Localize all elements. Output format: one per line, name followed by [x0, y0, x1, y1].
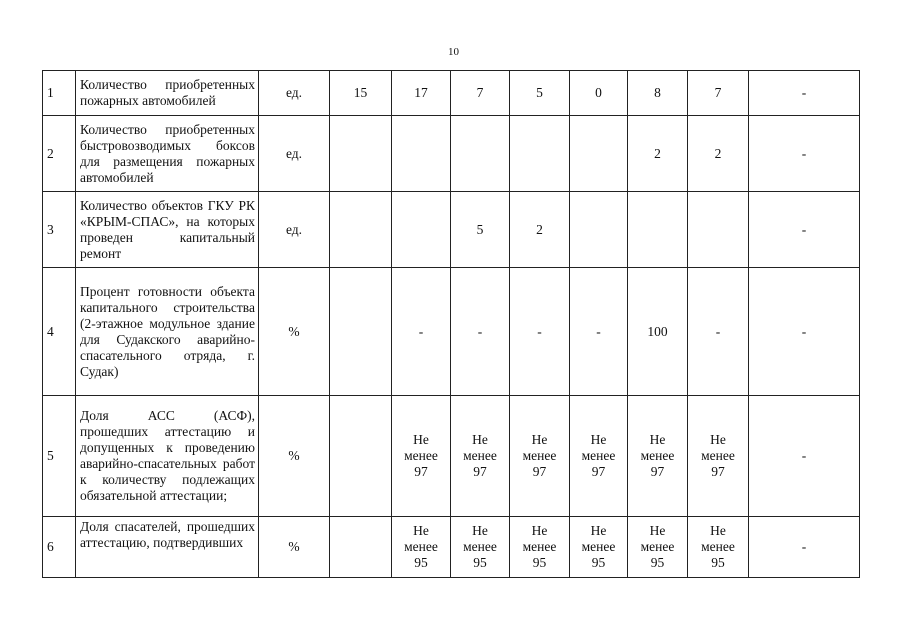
unit-cell: ед.	[259, 192, 330, 268]
row-number: 5	[43, 396, 76, 517]
value-cell: Не менее 97	[392, 396, 451, 517]
value-cell: -	[570, 268, 628, 396]
value-cell	[330, 517, 392, 578]
value-cell	[330, 116, 392, 192]
value-cell	[392, 116, 451, 192]
table-row	[43, 116, 860, 192]
value-cell: 5	[510, 71, 570, 116]
value-cell: 7	[451, 71, 510, 116]
value-cell: -	[749, 192, 860, 268]
table-row	[43, 396, 860, 517]
value-cell: -	[688, 268, 749, 396]
unit-cell: %	[259, 396, 330, 517]
unit-cell: %	[259, 517, 330, 578]
table-row	[43, 517, 860, 578]
value-cell: -	[392, 268, 451, 396]
value-cell: Не менее 95	[688, 517, 749, 578]
table-row	[43, 268, 860, 396]
indicator-name: Процент готовности объекта капитального строительства (2-этажное модульное здание для Судакского аварийно-спасательного отряда, г. Судак)	[76, 268, 259, 396]
row-number: 3	[43, 192, 76, 268]
value-cell: 7	[688, 71, 749, 116]
value-cell	[510, 116, 570, 192]
value-cell: Не менее 97	[688, 396, 749, 517]
value-cell: 15	[330, 71, 392, 116]
unit-cell: ед.	[259, 71, 330, 116]
indicator-name: Доля спасателей, прошедших аттестацию, подтвердивших	[76, 517, 259, 578]
value-cell: -	[451, 268, 510, 396]
unit-cell: %	[259, 268, 330, 396]
value-cell	[392, 192, 451, 268]
value-cell: -	[510, 268, 570, 396]
value-cell: -	[749, 71, 860, 116]
value-cell: 2	[510, 192, 570, 268]
value-cell: 17	[392, 71, 451, 116]
value-cell: Не менее 97	[510, 396, 570, 517]
value-cell: Не менее 95	[451, 517, 510, 578]
value-cell: 2	[628, 116, 688, 192]
indicators-table	[42, 70, 860, 578]
row-number: 4	[43, 268, 76, 396]
value-cell: -	[749, 396, 860, 517]
value-cell: -	[749, 116, 860, 192]
value-cell	[451, 116, 510, 192]
value-cell: 0	[570, 71, 628, 116]
value-cell: 5	[451, 192, 510, 268]
value-cell	[688, 192, 749, 268]
value-cell: -	[749, 268, 860, 396]
value-cell: 8	[628, 71, 688, 116]
table-row	[43, 71, 860, 116]
value-cell	[570, 192, 628, 268]
indicator-name: Количество приобретенных пожарных автомобилей	[76, 71, 259, 116]
value-cell: Не менее 95	[392, 517, 451, 578]
value-cell: -	[749, 517, 860, 578]
value-cell	[570, 116, 628, 192]
value-cell: Не менее 97	[570, 396, 628, 517]
unit-cell: ед.	[259, 116, 330, 192]
value-cell: 100	[628, 268, 688, 396]
table-row	[43, 192, 860, 268]
table-body	[43, 71, 860, 578]
value-cell	[330, 396, 392, 517]
row-number: 1	[43, 71, 76, 116]
value-cell: Не менее 95	[570, 517, 628, 578]
row-number: 6	[43, 517, 76, 578]
value-cell: Не менее 97	[451, 396, 510, 517]
indicator-name: Количество приобретенных быстровозводимых боксов для размещения пожарных автомобилей	[76, 116, 259, 192]
value-cell: Не менее 95	[628, 517, 688, 578]
value-cell: 2	[688, 116, 749, 192]
value-cell: Не менее 97	[628, 396, 688, 517]
value-cell: Не менее 95	[510, 517, 570, 578]
value-cell	[330, 268, 392, 396]
page-number: 10	[448, 46, 459, 58]
row-number: 2	[43, 116, 76, 192]
indicator-name: Количество объектов ГКУ РК «КРЫМ-СПАС», на которых проведен капитальный ремонт	[76, 192, 259, 268]
indicator-name: Доля АСС (АСФ), прошедших аттестацию и допущенных к проведению аварийно-спасательных работ к количеству подлежащих обязательной аттестации;	[76, 396, 259, 517]
value-cell	[628, 192, 688, 268]
value-cell	[330, 192, 392, 268]
